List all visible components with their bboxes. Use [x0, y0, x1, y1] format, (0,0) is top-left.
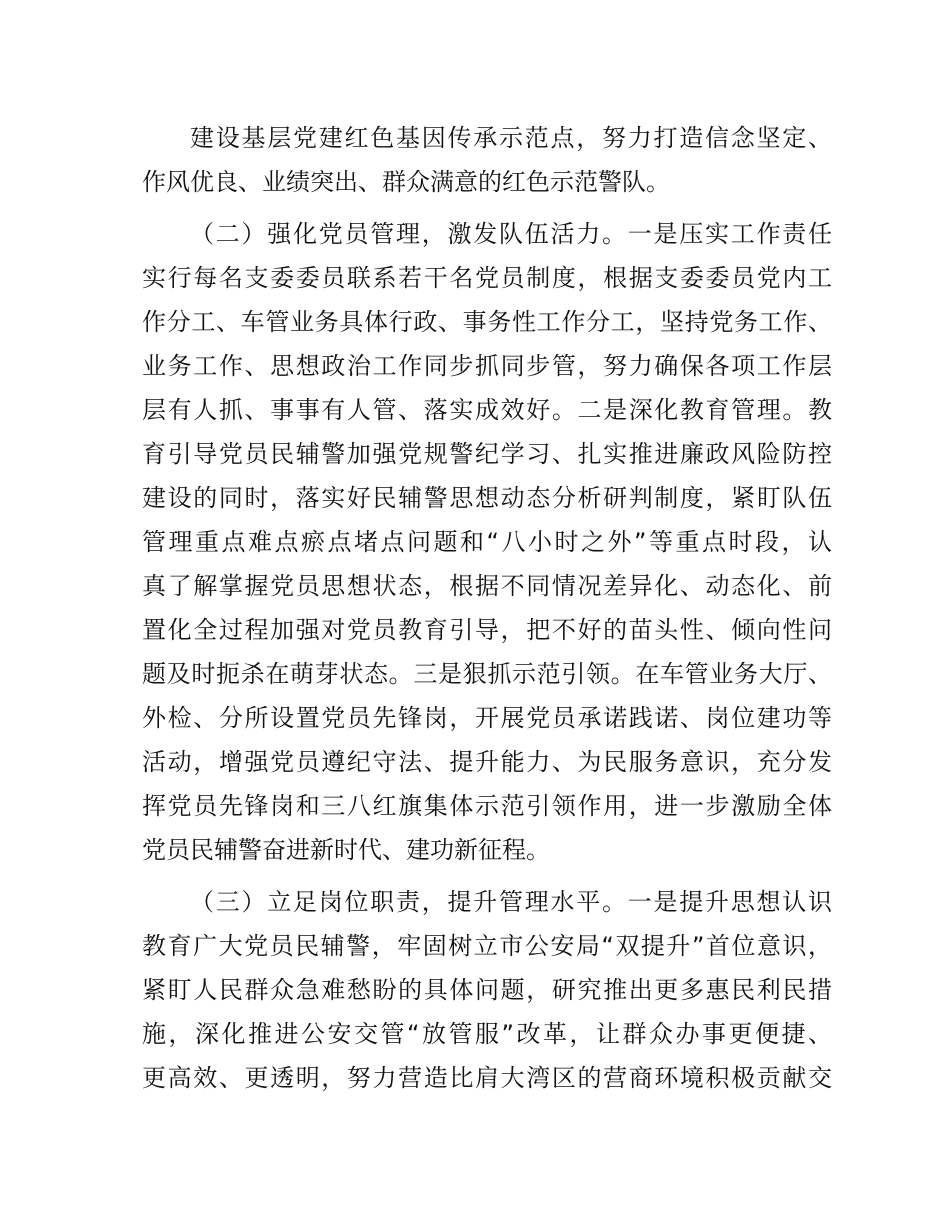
text-line: 紧盯人民群众急难愁盼的具体问题，研究推出更多惠民利民措 — [142, 976, 832, 1004]
text-line: 业务工作、思想政治工作同步抓同步管，努力确保各项工作层 — [142, 352, 832, 380]
paragraph-2 — [142, 212, 832, 872]
text-line: 育引导党员民辅警加强党规警纪学习、扎实推进廉政风险防控 — [142, 440, 832, 468]
text-line: 作分工、车管业务具体行政、事务性工作分工，坚持党务工作、 — [142, 308, 832, 336]
text-line: 建设基层党建红色基因传承示范点，努力打造信念坚定、 — [190, 124, 832, 152]
text-line: 作风优良、业绩突出、群众满意的红色示范警队。 — [142, 168, 670, 196]
text-line: 教育广大党员民辅警，牢固树立市公安局“双提升”首位意识， — [142, 932, 832, 960]
text-line: （三）立足岗位职责，提升管理水平。一是提升思想认识 — [190, 888, 832, 916]
text-line: 层有人抓、事事有人管、落实成效好。二是深化教育管理。教 — [142, 396, 832, 424]
text-line: 实行每名支委委员联系若干名党员制度，根据支委委员党内工 — [142, 264, 832, 292]
text-line: 管理重点难点瘀点堵点问题和“八小时之外”等重点时段，认 — [142, 528, 832, 556]
text-line: 更高效、更透明，努力营造比肩大湾区的营商环境积极贡献交 — [142, 1064, 832, 1092]
text-line: 题及时扼杀在萌芽状态。三是狠抓示范引领。在车管业务大厅、 — [142, 660, 832, 688]
text-line: 建设的同时，落实好民辅警思想动态分析研判制度，紧盯队伍 — [142, 484, 832, 512]
paragraph-3 — [142, 880, 832, 1100]
text-line: 活动，增强党员遵纪守法、提升能力、为民服务意识，充分发 — [142, 748, 832, 776]
text-line: 党员民辅警奋进新时代、建功新征程。 — [142, 836, 550, 864]
text-line: 置化全过程加强对党员教育引导，把不好的苗头性、倾向性问 — [142, 616, 832, 644]
paragraph-1 — [142, 116, 832, 204]
text-line: （二）强化党员管理，激发队伍活力。一是压实工作责任 — [190, 220, 832, 248]
text-line: 真了解掌握党员思想状态，根据不同情况差异化、动态化、前 — [142, 572, 832, 600]
document-body — [142, 116, 832, 1100]
text-line: 施，深化推进公安交管“放管服”改革，让群众办事更便捷、 — [142, 1020, 832, 1048]
text-line: 外检、分所设置党员先锋岗，开展党员承诺践诺、岗位建功等 — [142, 704, 832, 732]
text-line: 挥党员先锋岗和三八红旗集体示范引领作用，进一步激励全体 — [142, 792, 832, 820]
